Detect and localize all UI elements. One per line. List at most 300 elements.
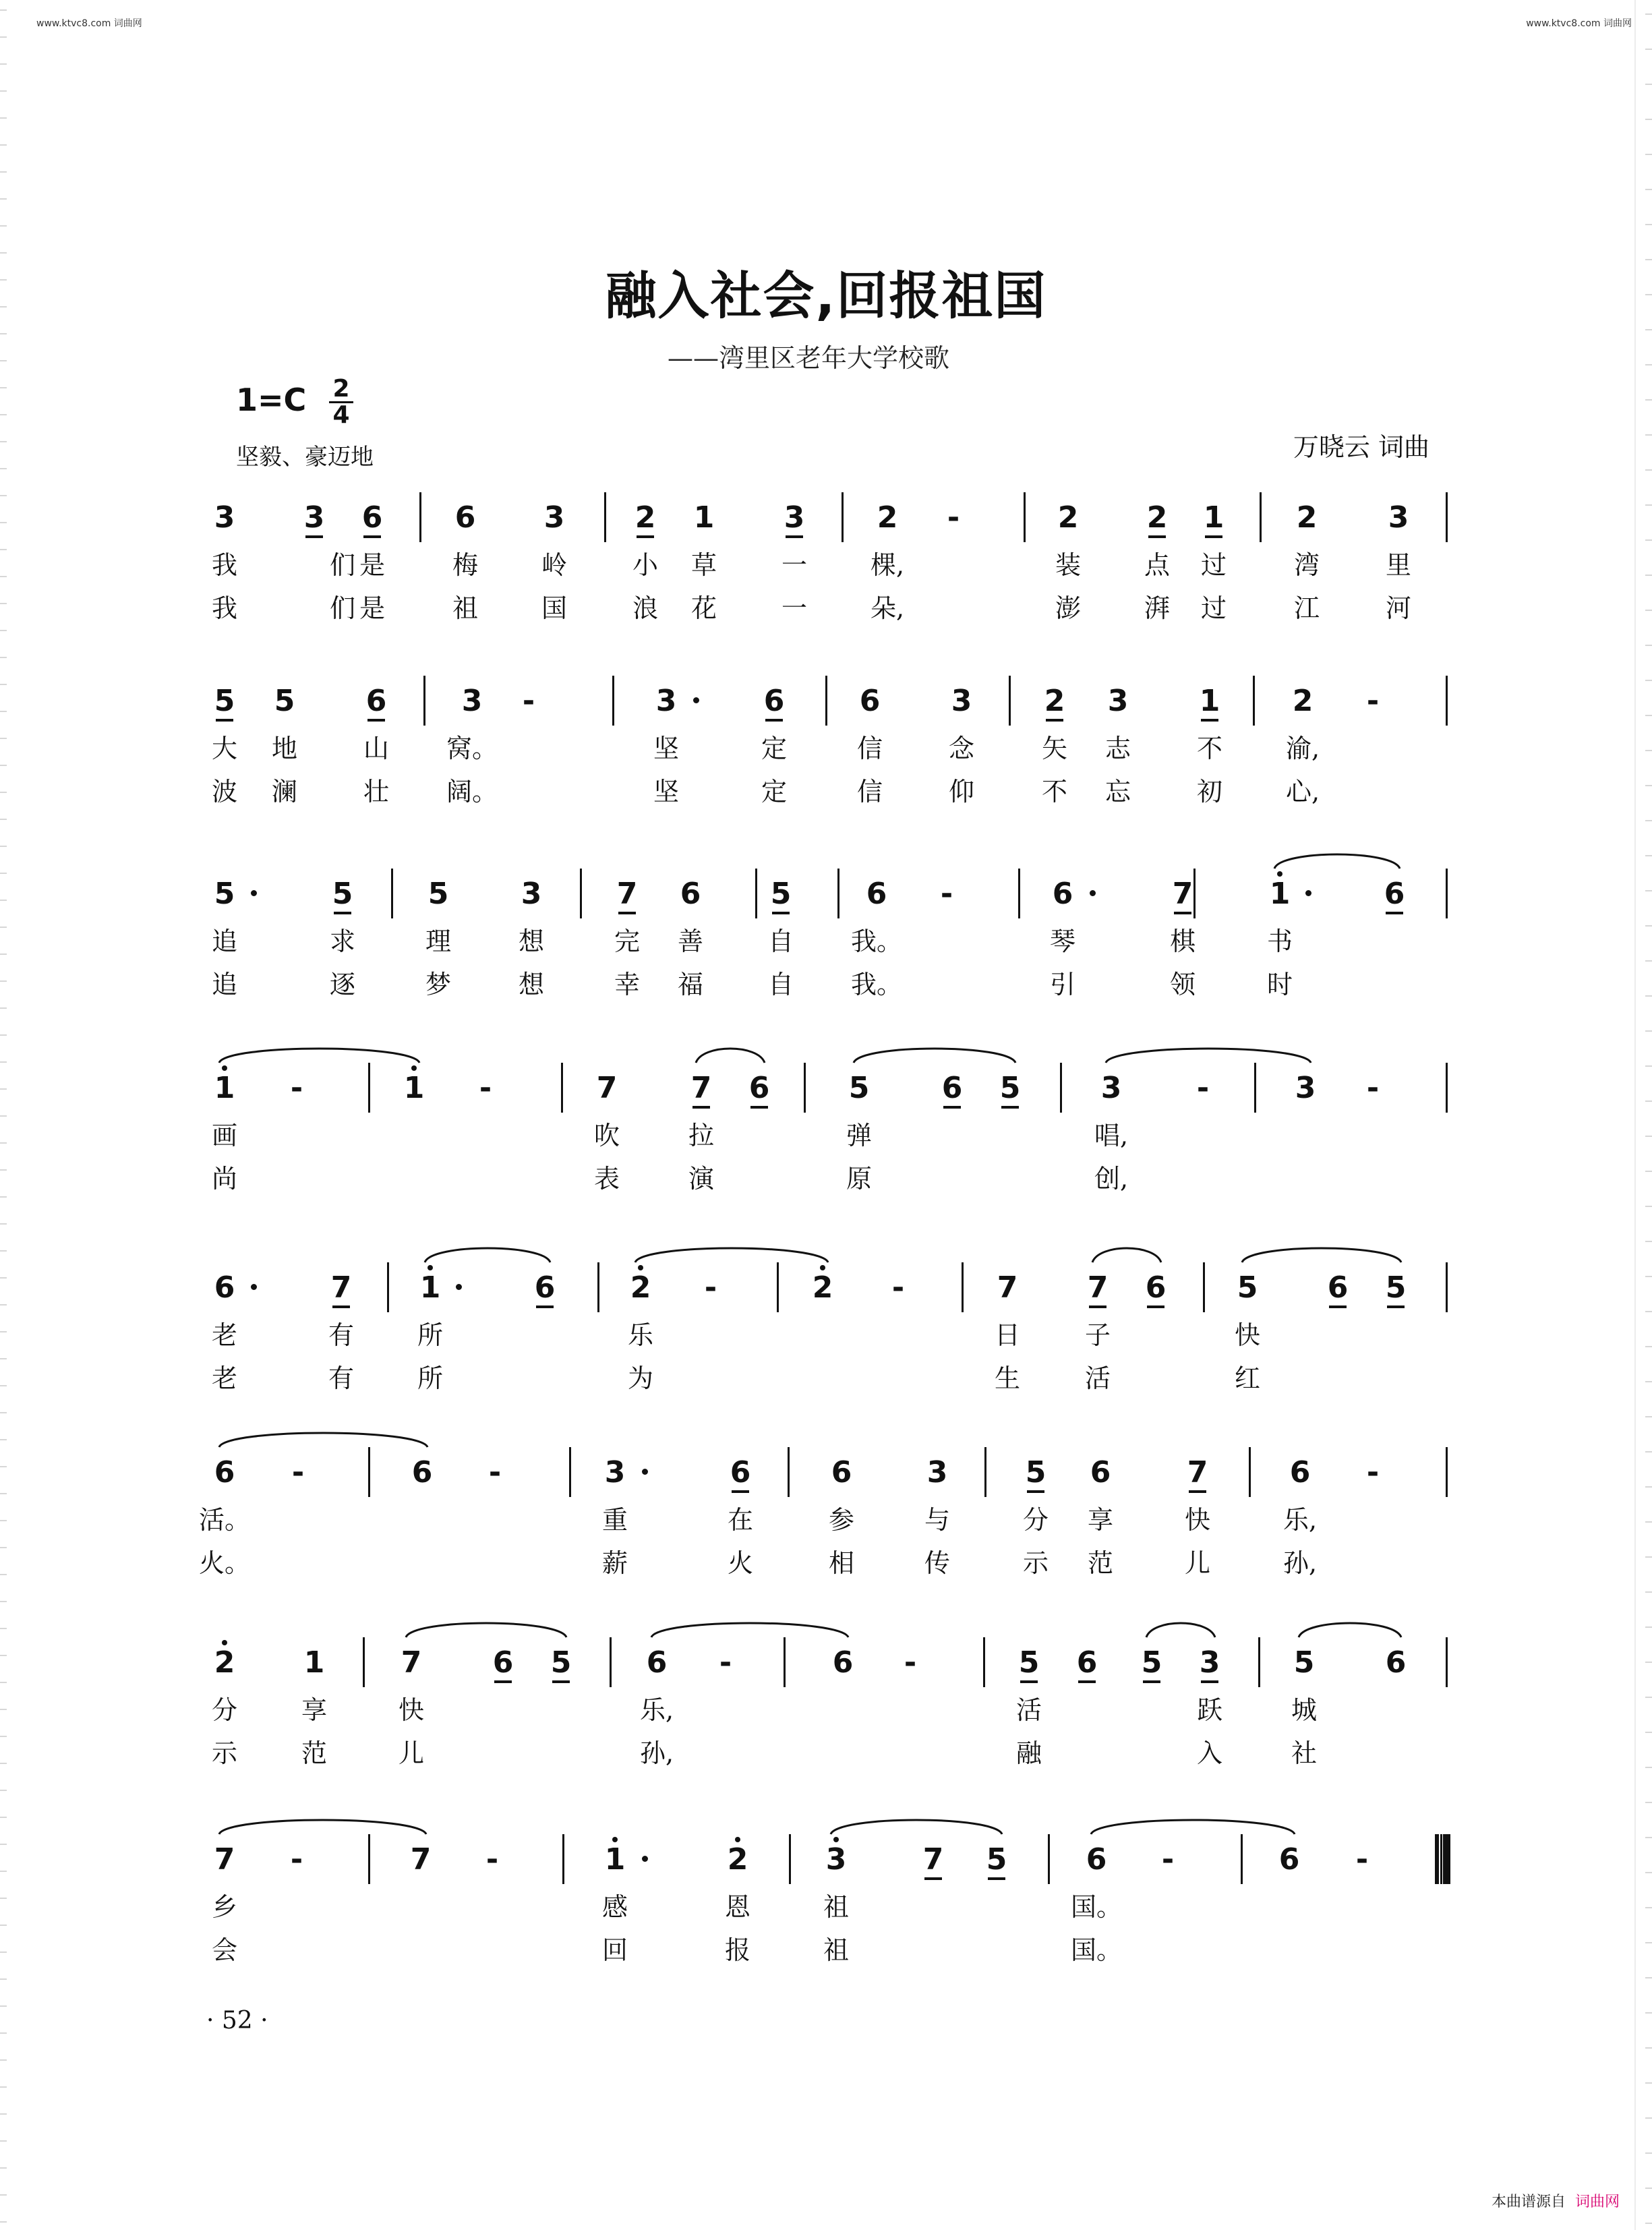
note: - — [290, 1842, 303, 1877]
lyric-syllable: 跃 — [1196, 1695, 1222, 1725]
tie-arc — [651, 1623, 848, 1637]
note: 3 — [813, 1840, 860, 1880]
note: - — [947, 500, 960, 535]
note: 3 — [951, 684, 972, 718]
lyric-syllable: 生 — [994, 1363, 1020, 1393]
lyric-syllable: 为 — [627, 1363, 653, 1393]
time-signature-top: 2 — [332, 375, 350, 403]
source-site: 词曲网 — [1574, 2194, 1620, 2210]
note: 6 — [479, 1643, 527, 1683]
lyric-syllable: 大 — [211, 734, 237, 763]
note: - — [290, 1071, 303, 1105]
note: 6 — [1289, 1455, 1311, 1490]
note: 3 — [1186, 1643, 1233, 1683]
lyric-syllable: 我 — [211, 550, 237, 580]
note: 7 — [410, 1842, 432, 1877]
note: 3 — [771, 498, 818, 538]
lyric-syllable: 草 — [690, 550, 717, 580]
lyric-syllable: 不 — [1196, 734, 1222, 763]
note: - — [891, 1270, 905, 1305]
lyric-syllable: 社 — [1291, 1738, 1317, 1768]
lyric-syllable: 回 — [601, 1935, 628, 1965]
bar-line — [1253, 676, 1255, 726]
note: - — [704, 1270, 717, 1305]
lyric-syllable: 儿 — [1184, 1548, 1210, 1578]
lyric-syllable: 善 — [677, 927, 703, 956]
note: 3 — [291, 498, 338, 538]
lyric-syllable: 领 — [1169, 970, 1196, 999]
lyric-syllable: 们 — [329, 550, 355, 580]
note: 6 — [831, 1455, 852, 1490]
lyric-syllable: 仰 — [948, 777, 974, 806]
lyric-syllable: 信 — [856, 777, 883, 806]
lyric-syllable: 坚 — [653, 734, 679, 763]
tie-arc — [1106, 1049, 1311, 1063]
note: 6 — [832, 1645, 854, 1680]
note: 6 — [1052, 877, 1073, 911]
author-credit: 万晓云 词曲 — [1293, 432, 1429, 462]
lyric-syllable: 原 — [846, 1164, 872, 1194]
lyric-syllable: 定 — [761, 734, 787, 763]
note: 3 — [926, 1455, 948, 1490]
lyric-syllable: 吹 — [593, 1121, 620, 1150]
lyric-syllable: 所 — [417, 1320, 443, 1350]
lyric-syllable: 逐 — [329, 970, 355, 999]
note: 6 — [736, 1068, 783, 1109]
lyric-syllable: 享 — [301, 1695, 327, 1725]
tie-arc — [854, 1049, 1015, 1063]
lyric-syllable: 们 — [329, 593, 355, 623]
tie-layer — [202, 1819, 1450, 1846]
note: 7 — [678, 1068, 725, 1109]
note: 1 — [693, 500, 715, 535]
lyric-syllable: 日 — [994, 1320, 1020, 1350]
time-signature-bottom: 4 — [332, 401, 350, 429]
note: 5 — [1237, 1270, 1258, 1305]
note: - — [904, 1645, 917, 1680]
note: 6 — [1063, 1643, 1111, 1683]
note: 2 — [799, 1268, 846, 1308]
note: 3 — [655, 684, 677, 718]
note: 1 — [303, 1645, 325, 1680]
lyric-syllable: 老 — [211, 1320, 237, 1350]
bar-line — [1024, 492, 1026, 542]
lyric-syllable: 花 — [690, 593, 717, 623]
lyric-syllable: 福 — [677, 970, 703, 999]
lyric-syllable: 分 — [1022, 1505, 1049, 1535]
lyric-syllable: 棵, — [870, 550, 905, 580]
note: 7 — [596, 1071, 618, 1105]
lyric-syllable: 理 — [425, 927, 451, 956]
lyric-syllable: 岭 — [541, 550, 567, 580]
lyric-syllable: 乐 — [627, 1320, 653, 1350]
note: 5 — [319, 874, 366, 914]
lyric-syllable: 地 — [271, 734, 297, 763]
lyric-syllable: 乐, — [639, 1695, 674, 1725]
note: 3 — [461, 684, 483, 718]
note: 5 — [201, 681, 248, 722]
lyric-syllable: 忘 — [1104, 777, 1131, 806]
note: 3 — [543, 500, 565, 535]
lyric-syllable: 澎 — [1055, 593, 1081, 623]
right-margin-line — [1634, 0, 1636, 2230]
song-title: 融入社会,回报祖国 — [605, 266, 1047, 326]
note: 5 — [1128, 1643, 1175, 1683]
lyric-syllable: 窝。 — [446, 734, 498, 763]
lyric-syllable: 念 — [948, 734, 974, 763]
lyric-syllable: 恩 — [724, 1892, 750, 1922]
tie-layer — [202, 854, 1450, 881]
lyric-syllable: 国。 — [1070, 1892, 1122, 1922]
lyric-syllable: 一 — [781, 593, 807, 623]
lyric-syllable: 孙, — [639, 1738, 674, 1768]
time-signature — [329, 375, 353, 429]
note: 7 — [1159, 874, 1206, 914]
lyric-syllable: 重 — [601, 1505, 628, 1535]
lyric-syllable: 书 — [1266, 927, 1293, 956]
key-signature: 1=C — [236, 382, 307, 418]
note: - — [479, 1071, 492, 1105]
lyric-syllable: 过 — [1200, 593, 1227, 623]
tie-arc — [406, 1623, 566, 1637]
note: 6 — [1385, 1645, 1407, 1680]
lyric-syllable: 快 — [1184, 1505, 1210, 1535]
lyric-syllable: 是 — [359, 550, 385, 580]
left-page-edge — [0, 0, 7, 2230]
lyric-syllable: 山 — [363, 734, 389, 763]
lyric-syllable: 河 — [1385, 593, 1411, 623]
augmentation-dot — [251, 890, 257, 896]
note: 6 — [680, 877, 701, 911]
note: 7 — [1074, 1268, 1121, 1308]
lyric-syllable: 不 — [1041, 777, 1067, 806]
note: 5 — [757, 874, 804, 914]
note: 6 — [214, 1455, 235, 1490]
note: 7 — [997, 1270, 1018, 1305]
note: 5 — [1005, 1643, 1053, 1683]
lyric-syllable: 尚 — [211, 1164, 237, 1194]
note: 6 — [521, 1268, 568, 1308]
lyric-syllable: 矢 — [1041, 734, 1067, 763]
note: 2 — [1031, 681, 1078, 722]
lyric-syllable: 演 — [688, 1164, 714, 1194]
note: - — [1366, 684, 1380, 718]
lyric-syllable: 火。 — [198, 1548, 250, 1578]
lyric-syllable: 会 — [211, 1935, 237, 1965]
note: 7 — [214, 1842, 235, 1877]
lyric-syllable: 拉 — [688, 1121, 714, 1150]
lyric-syllable: 祖 — [823, 1892, 849, 1922]
note: - — [522, 684, 535, 718]
note: 1 — [1186, 681, 1233, 722]
lyric-syllable: 自 — [767, 970, 794, 999]
note: 6 — [353, 681, 400, 722]
lyric-syllable: 乡 — [211, 1892, 237, 1922]
bar-line — [1260, 492, 1262, 542]
lyric-syllable: 琴 — [1049, 927, 1075, 956]
tie-arc — [831, 1820, 1002, 1834]
note: 3 — [1388, 500, 1409, 535]
augmentation-dot — [642, 1856, 648, 1862]
lyric-syllable: 自 — [767, 927, 794, 956]
lyric-syllable: 想 — [518, 970, 544, 999]
note: 1 — [591, 1840, 639, 1880]
note: 3 — [1100, 1071, 1122, 1105]
note: 5 — [1293, 1645, 1315, 1680]
site-watermark-left: www.ktvc8.com 词曲网 — [36, 18, 142, 29]
note: 6 — [1090, 1455, 1111, 1490]
lyric-syllable: 追 — [211, 927, 237, 956]
lyric-syllable: 薪 — [601, 1548, 628, 1578]
note: 1 — [201, 1068, 248, 1109]
lyric-syllable: 子 — [1084, 1320, 1111, 1350]
note: 5 — [214, 877, 235, 911]
note: 7 — [603, 874, 651, 914]
bar-line — [423, 676, 425, 726]
source-footer — [1492, 2190, 1620, 2211]
right-page-edge — [1645, 0, 1652, 2230]
note: - — [1355, 1842, 1369, 1877]
bar-line — [419, 492, 421, 542]
note: - — [719, 1645, 732, 1680]
note: - — [291, 1455, 305, 1490]
lyric-syllable: 幸 — [614, 970, 640, 999]
lyric-syllable: 澜 — [271, 777, 297, 806]
lyric-syllable: 渝, — [1285, 734, 1320, 763]
lyric-syllable: 湾 — [1293, 550, 1320, 580]
note: 3 — [521, 877, 542, 911]
note: 1 — [390, 1068, 438, 1109]
tie-arc — [1091, 1820, 1295, 1834]
note: - — [1366, 1455, 1380, 1490]
lyric-syllable: 报 — [724, 1935, 750, 1965]
lyric-syllable: 定 — [761, 777, 787, 806]
lyric-syllable: 活 — [1015, 1695, 1042, 1725]
augmentation-dot — [1305, 890, 1311, 896]
lyric-syllable: 入 — [1196, 1738, 1222, 1768]
augmentation-dot — [251, 1284, 257, 1290]
note: 5 — [427, 877, 449, 911]
song-subtitle: ——湾里区老年大学校歌 — [668, 343, 950, 373]
note: 2 — [622, 498, 669, 538]
augmentation-dot — [693, 697, 699, 703]
tie-arc — [1242, 1248, 1401, 1262]
note: 6 — [1314, 1268, 1361, 1308]
lyric-syllable: 传 — [924, 1548, 950, 1578]
note: 6 — [1278, 1842, 1300, 1877]
lyric-syllable: 在 — [727, 1505, 753, 1535]
page-number: · 52 · — [206, 2007, 268, 2034]
note: 5 — [973, 1840, 1020, 1880]
lyric-syllable: 小 — [632, 550, 658, 580]
note: 3 — [604, 1455, 626, 1490]
note: - — [1366, 1071, 1380, 1105]
note: 6 — [928, 1068, 976, 1109]
lyric-syllable: 完 — [614, 927, 640, 956]
lyric-syllable: 坚 — [653, 777, 679, 806]
tie-arc — [219, 1049, 419, 1063]
augmentation-dot — [456, 1284, 462, 1290]
note: 2 — [1292, 684, 1314, 718]
lyric-syllable: 活 — [1084, 1363, 1111, 1393]
lyric-syllable: 是 — [359, 593, 385, 623]
bar-line — [1446, 492, 1448, 542]
lyric-syllable: 壮 — [363, 777, 389, 806]
note: 7 — [1174, 1453, 1221, 1493]
lyric-syllable: 求 — [329, 927, 355, 956]
note: 2 — [714, 1840, 761, 1880]
lyric-syllable: 有 — [328, 1363, 354, 1393]
lyric-syllable: 享 — [1087, 1505, 1113, 1535]
lyric-syllable: 追 — [211, 970, 237, 999]
note: - — [485, 1842, 499, 1877]
note: 7 — [318, 1268, 365, 1308]
tie-arc — [1092, 1248, 1161, 1262]
note: 1 — [1256, 874, 1303, 914]
note: - — [940, 877, 953, 911]
note: 6 — [646, 1645, 668, 1680]
lyric-syllable: 融 — [1015, 1738, 1042, 1768]
tie-arc — [219, 1820, 426, 1834]
lyric-syllable: 祖 — [823, 1935, 849, 1965]
lyric-syllable: 有 — [328, 1320, 354, 1350]
lyric-syllable: 创, — [1094, 1164, 1129, 1194]
note: 3 — [1107, 684, 1129, 718]
site-watermark-right: www.ktvc8.com 词曲网 — [1526, 18, 1632, 29]
lyric-syllable: 我 — [211, 593, 237, 623]
lyric-syllable: 我。 — [850, 970, 902, 999]
lyric-syllable: 信 — [856, 734, 883, 763]
lyric-syllable: 快 — [398, 1695, 424, 1725]
lyric-syllable: 红 — [1234, 1363, 1260, 1393]
note: 6 — [214, 1270, 235, 1305]
bar-line — [825, 676, 827, 726]
tie-arc — [1274, 854, 1400, 869]
lyric-syllable: 快 — [1234, 1320, 1260, 1350]
tie-layer — [202, 1432, 1450, 1459]
lyric-syllable: 引 — [1049, 970, 1075, 999]
note: 2 — [617, 1268, 664, 1308]
note: 7 — [401, 1645, 422, 1680]
lyric-syllable: 点 — [1144, 550, 1170, 580]
lyric-syllable: 示 — [211, 1738, 237, 1768]
lyric-syllable: 江 — [1293, 593, 1320, 623]
tie-arc — [1146, 1623, 1215, 1637]
tie-arc — [696, 1049, 765, 1063]
note: 3 — [214, 500, 235, 535]
note: 5 — [274, 684, 295, 718]
lyric-syllable: 感 — [601, 1892, 628, 1922]
lyric-syllable: 初 — [1196, 777, 1222, 806]
lyric-syllable: 参 — [828, 1505, 854, 1535]
lyric-syllable: 心, — [1285, 777, 1320, 806]
source-label: 本曲谱源自 — [1491, 2194, 1566, 2210]
lyric-syllable: 祖 — [452, 593, 478, 623]
note: 2 — [1133, 498, 1181, 538]
tie-arc — [219, 1433, 427, 1447]
lyric-syllable: 城 — [1291, 1695, 1317, 1725]
note: 6 — [750, 681, 798, 722]
lyric-syllable: 我。 — [850, 927, 902, 956]
lyric-syllable: 所 — [417, 1363, 443, 1393]
note: 5 — [848, 1071, 870, 1105]
lyric-syllable: 棋 — [1169, 927, 1196, 956]
lyric-syllable: 阔。 — [446, 777, 498, 806]
bar-line — [1446, 676, 1448, 726]
lyric-syllable: 装 — [1055, 550, 1081, 580]
note: 6 — [411, 1455, 433, 1490]
lyric-syllable: 里 — [1385, 550, 1411, 580]
lyric-syllable: 与 — [924, 1505, 950, 1535]
lyric-syllable: 浪 — [632, 593, 658, 623]
note: - — [488, 1455, 502, 1490]
lyric-syllable: 范 — [1087, 1548, 1113, 1578]
note: 6 — [1086, 1842, 1107, 1877]
tie-arc — [1299, 1623, 1401, 1637]
lyric-syllable: 一 — [781, 550, 807, 580]
lyric-syllable: 国 — [541, 593, 567, 623]
lyric-syllable: 唱, — [1094, 1121, 1129, 1150]
lyric-syllable: 老 — [211, 1363, 237, 1393]
note: 6 — [859, 684, 881, 718]
tie-layer — [202, 1248, 1450, 1274]
note: 2 — [877, 500, 898, 535]
lyric-syllable: 儿 — [398, 1738, 424, 1768]
bar-line — [612, 676, 614, 726]
lyric-syllable: 梦 — [425, 970, 451, 999]
note: 3 — [1295, 1071, 1316, 1105]
note: 1 — [407, 1268, 454, 1308]
augmentation-dot — [642, 1469, 648, 1475]
lyric-syllable: 弹 — [846, 1121, 872, 1150]
note: 6 — [866, 877, 887, 911]
note: 5 — [1012, 1453, 1059, 1493]
lyric-syllable: 表 — [593, 1164, 620, 1194]
note: 7 — [910, 1840, 957, 1880]
note: - — [1161, 1842, 1175, 1877]
note: 1 — [1190, 498, 1237, 538]
lyric-syllable: 示 — [1022, 1548, 1049, 1578]
lyric-syllable: 朵, — [870, 593, 905, 623]
lyric-syllable: 孙, — [1282, 1548, 1318, 1578]
lyric-syllable: 波 — [211, 777, 237, 806]
note: 6 — [349, 498, 396, 538]
lyric-syllable: 想 — [518, 927, 544, 956]
note: 5 — [1372, 1268, 1419, 1308]
note: 5 — [537, 1643, 585, 1683]
lyric-syllable: 范 — [301, 1738, 327, 1768]
lyric-syllable: 火 — [727, 1548, 753, 1578]
bar-line — [842, 492, 844, 542]
tie-arc — [635, 1248, 828, 1262]
bar-line — [1009, 676, 1011, 726]
note: 2 — [1296, 500, 1318, 535]
lyric-syllable: 志 — [1104, 734, 1131, 763]
lyric-syllable: 时 — [1266, 970, 1293, 999]
bar-line — [604, 492, 606, 542]
note: 2 — [201, 1643, 248, 1683]
lyric-syllable: 过 — [1200, 550, 1227, 580]
augmentation-dot — [1090, 890, 1096, 896]
lyric-syllable: 活。 — [198, 1505, 250, 1535]
note: 6 — [1132, 1268, 1179, 1308]
tie-layer — [202, 1048, 1450, 1075]
note: - — [1196, 1071, 1210, 1105]
note: 6 — [717, 1453, 764, 1493]
lyric-syllable: 梅 — [452, 550, 478, 580]
lyric-syllable: 国。 — [1070, 1935, 1122, 1965]
note: 6 — [454, 500, 476, 535]
